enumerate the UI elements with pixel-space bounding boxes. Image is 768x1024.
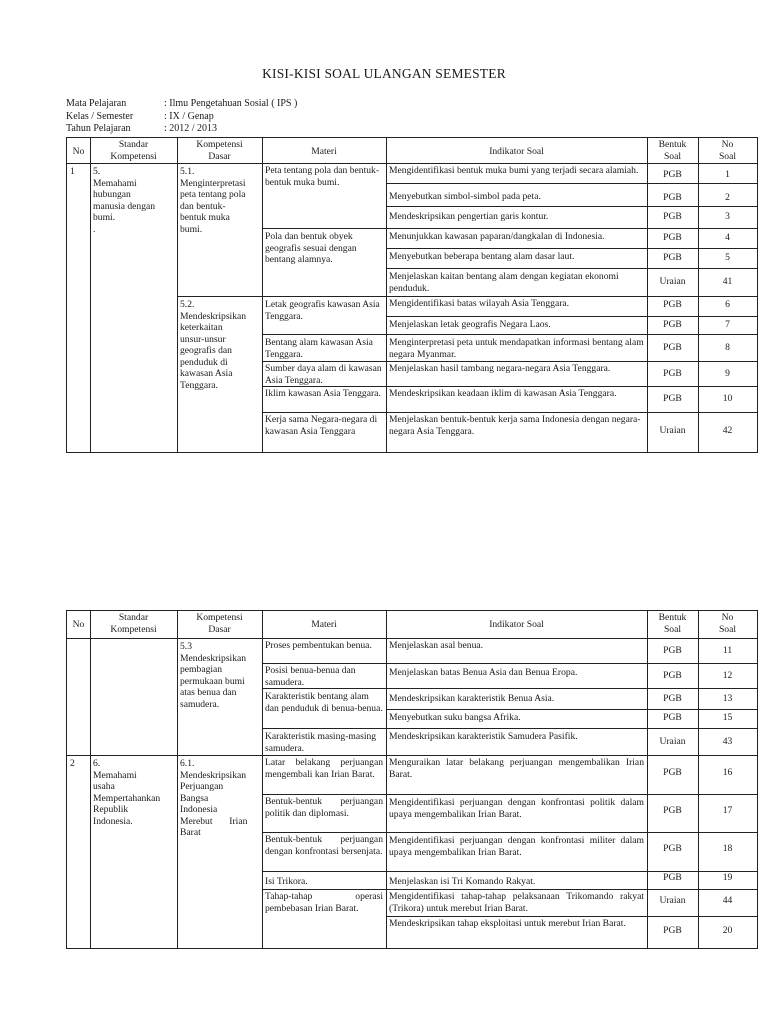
no-soal-cell: 17 — [722, 805, 733, 816]
bentuk-soal-cell: PGB — [663, 872, 682, 883]
no-soal-cell: 8 — [725, 342, 730, 353]
indikator-cell: Mengidentifikasi bentuk muka bumi yang terjadi secara alamiah. — [389, 165, 639, 176]
bentuk-soal-cell: PGB — [663, 393, 682, 404]
materi-cell: Bentuk-bentuk perjuangan politik dan diplomasi. — [265, 796, 383, 819]
materi-cell: Sumber daya alam di kawasan Asia Tenggara. — [265, 363, 382, 386]
bentuk-soal-cell: Uraian — [659, 736, 686, 747]
bentuk-soal-cell: PGB — [663, 670, 682, 681]
header-kompetensi-dasar: Kompetensi Dasar — [196, 139, 243, 162]
indikator-cell: Mendeskripsikan karakteristik Benua Asia. — [389, 693, 555, 704]
meta-row-year — [66, 123, 297, 136]
no-soal-cell: 18 — [722, 843, 733, 854]
bentuk-soal-cell: PGB — [663, 299, 682, 310]
no-soal-cell: 5 — [725, 252, 730, 263]
no-soal-cell: 20 — [722, 925, 733, 936]
header-no: No — [72, 619, 85, 630]
bentuk-soal-cell: PGB — [663, 925, 682, 936]
bentuk-soal-cell: PGB — [663, 712, 682, 723]
bentuk-soal-cell: PGB — [663, 232, 682, 243]
materi-cell: Bentuk-bentuk perjuangan dengan konfrontasi bersenjata. — [265, 834, 383, 857]
no-soal-cell: 19 — [722, 872, 733, 883]
no-soal-cell: 11 — [722, 645, 733, 656]
bentuk-soal-cell: Uraian — [659, 276, 686, 287]
document-meta — [66, 98, 297, 136]
materi-cell: Karakteristik bentang alam dan penduduk di benua-benua. — [265, 691, 383, 714]
standar-kompetensi: 6. Memahami usaha Mempertahankan Republik Indonesia. — [93, 758, 161, 827]
table-kisi-kisi-2 — [66, 610, 758, 949]
no-soal-cell: 7 — [725, 319, 730, 330]
no-soal-cell: 3 — [725, 211, 730, 222]
header-standar-kompetensi: Standar Kompetensi — [110, 139, 157, 162]
meta-row-class — [66, 111, 297, 124]
bentuk-soal-cell: PGB — [663, 169, 682, 180]
materi-cell: Kerja sama Negara-negara di kawasan Asia Tenggara — [265, 414, 378, 437]
materi-cell: Proses pembentukan benua. — [265, 640, 372, 651]
bentuk-soal-cell: Uraian — [659, 895, 686, 906]
no-soal-cell: 6 — [725, 299, 730, 310]
indikator-cell: Menjelaskan isi Tri Komando Rakyat. — [389, 876, 536, 887]
no-soal-cell: 44 — [722, 895, 733, 906]
header-indikator-soal: Indikator Soal — [489, 619, 544, 630]
bentuk-soal-cell: PGB — [663, 805, 682, 816]
no-soal-cell: 1 — [725, 169, 730, 180]
bentuk-soal-cell: PGB — [663, 767, 682, 778]
bentuk-soal-cell: PGB — [663, 843, 682, 854]
header-no-soal: No Soal — [718, 139, 737, 162]
indikator-cell: Menyebutkan beberapa bentang alam dasar laut. — [389, 251, 575, 262]
header-materi: Materi — [311, 146, 337, 157]
indikator-cell: Menyebutkan simbol-simbol pada peta. — [389, 191, 541, 202]
indikator-cell: Mendeskripsikan pengertian garis kontur. — [389, 211, 549, 222]
materi-cell: Peta tentang pola dan bentuk-bentuk muka bumi. — [265, 165, 380, 188]
row-no: 1 — [70, 166, 75, 177]
materi-cell: Bentang alam kawasan Asia Tenggara. — [265, 337, 373, 360]
bentuk-soal-cell: PGB — [663, 192, 682, 203]
indikator-cell: Mendeskripsikan keadaan iklim di kawasan Asia Tenggara. — [389, 388, 617, 399]
header-bentuk-soal: Bentuk Soal — [658, 139, 687, 162]
no-soal-cell: 16 — [722, 767, 733, 778]
no-soal-cell: 10 — [722, 393, 733, 404]
no-soal-cell: 42 — [722, 425, 733, 436]
materi-cell: Karakteristik masing-masing samudera. — [265, 731, 377, 754]
row-no: 2 — [70, 758, 75, 769]
materi-cell: Posisi benua-benua dan samudera. — [265, 665, 356, 688]
no-soal-cell: 12 — [722, 670, 733, 681]
indikator-cell: Menunjukkan kawasan paparan/dangkalan di Indonesia. — [389, 231, 605, 242]
header-bentuk-soal: Bentuk Soal — [658, 612, 687, 635]
header-no: No — [72, 146, 85, 157]
meta-row-subject — [66, 98, 297, 111]
indikator-cell: Menjelaskan bentuk-bentuk kerja sama Indonesia dengan negara-negara Asia Tenggara. — [389, 414, 641, 437]
no-soal-cell: 9 — [725, 368, 730, 379]
bentuk-soal-cell: PGB — [663, 342, 682, 353]
indikator-cell: Menyebutkan suku bangsa Afrika. — [389, 712, 521, 723]
no-soal-cell: 15 — [722, 712, 733, 723]
header-materi: Materi — [311, 619, 337, 630]
bentuk-soal-cell: PGB — [663, 645, 682, 656]
indikator-cell: Mendeskripsikan tahap eksploitasi untuk merebut Irian Barat. — [389, 918, 626, 929]
no-soal-cell: 13 — [722, 693, 733, 704]
indikator-cell: Menjelaskan hasil tambang negara-negara Asia Tenggara. — [389, 363, 611, 374]
indikator-cell: Mengidentifikasi tahap-tahap pelaksanaan Trikomando rakyat (Trikora) untuk merebut Irian Barat. — [389, 891, 644, 914]
indikator-cell: Menjelaskan batas Benua Asia dan Benua Eropa. — [389, 667, 578, 678]
meta-value: : IX / Genap — [164, 110, 214, 122]
no-soal-cell: 2 — [725, 192, 730, 203]
table-kisi-kisi-1 — [66, 137, 758, 453]
bentuk-soal-cell: PGB — [663, 693, 682, 704]
bentuk-soal-cell: PGB — [663, 252, 682, 263]
bentuk-soal-cell: PGB — [663, 368, 682, 379]
materi-cell: Letak geografis kawasan Asia Tenggara. — [265, 299, 380, 322]
bentuk-soal-cell: Uraian — [659, 425, 686, 436]
materi-cell: Tahap-tahap operasi pembebasan Irian Barat. — [265, 891, 383, 914]
indikator-cell: Mendeskripsikan karakteristik Samudera Pasifik. — [389, 731, 578, 742]
materi-cell: Iklim kawasan Asia Tenggara. — [265, 388, 381, 399]
kompetensi-dasar: 6.1. Mendeskripsikan Perjuangan Bangsa Indonesia Merebut Irian Barat — [180, 758, 248, 838]
indikator-cell: Menguraikan latar belakang perjuangan mengembalikan Irian Barat. — [389, 757, 644, 780]
standar-kompetensi: 5. Memahami hubungan manusia dengan bumi. . — [93, 166, 156, 235]
bentuk-soal-cell: PGB — [663, 211, 682, 222]
materi-cell: Isi Trikora. — [265, 876, 308, 887]
bentuk-soal-cell: PGB — [663, 319, 682, 330]
meta-label: Mata Pelajaran — [66, 98, 127, 109]
meta-label: Tahun Pelajaran — [66, 123, 131, 134]
indikator-cell: Mengidentifikasi batas wilayah Asia Tenggara. — [389, 298, 570, 309]
header-kompetensi-dasar: Kompetensi Dasar — [196, 612, 243, 635]
kompetensi-dasar: 5.3 Mendeskripsikan pembagian permukaan bumi atas benua dan samudera. — [180, 641, 247, 710]
no-soal-cell: 41 — [722, 276, 733, 287]
header-indikator-soal: Indikator Soal — [489, 146, 544, 157]
indikator-cell: Menginterpretasi peta untuk mendapatkan informasi bentang alam negara Myanmar. — [389, 337, 644, 360]
kompetensi-dasar: 5.1. Menginterpretasi peta tentang pola dan bentuk- bentuk muka bumi. — [180, 166, 246, 235]
header-standar-kompetensi: Standar Kompetensi — [110, 612, 157, 635]
meta-value: : 2012 / 2013 — [164, 123, 218, 134]
materi-cell: Latar belakang perjuangan mengembali kan Irian Barat. — [265, 757, 383, 780]
no-soal-cell: 4 — [725, 232, 730, 243]
document-title: KISI-KISI SOAL ULANGAN SEMESTER — [262, 66, 506, 81]
materi-cell: Pola dan bentuk obyek geografis sesuai dengan bentang alamnya. — [265, 231, 357, 265]
indikator-cell: Menjelaskan letak geografis Negara Laos. — [389, 319, 551, 330]
meta-value: : Ilmu Pengetahuan Sosial ( IPS ) — [164, 98, 298, 109]
header-no-soal: No Soal — [718, 612, 737, 635]
kompetensi-dasar: 5.2. Mendeskripsikan keterkaitan unsur-unsur geografis dan penduduk di kawasan Asia Tenggara. — [180, 299, 247, 391]
indikator-cell: Mengidentifikasi perjuangan dengan konfrontasi militer dalam upaya mengembalikan Irian Barat. — [389, 835, 644, 858]
indikator-cell: Menjelaskan kaitan bentang alam dengan kegiatan ekonomi penduduk. — [389, 271, 619, 294]
no-soal-cell: 43 — [722, 736, 733, 747]
meta-label: Kelas / Semester — [66, 110, 134, 122]
indikator-cell: Mengidentifikasi perjuangan dengan konfrontasi politik dalam upaya mengembalikan Irian Barat. — [389, 797, 644, 820]
indikator-cell: Menjelaskan asal benua. — [389, 640, 484, 651]
